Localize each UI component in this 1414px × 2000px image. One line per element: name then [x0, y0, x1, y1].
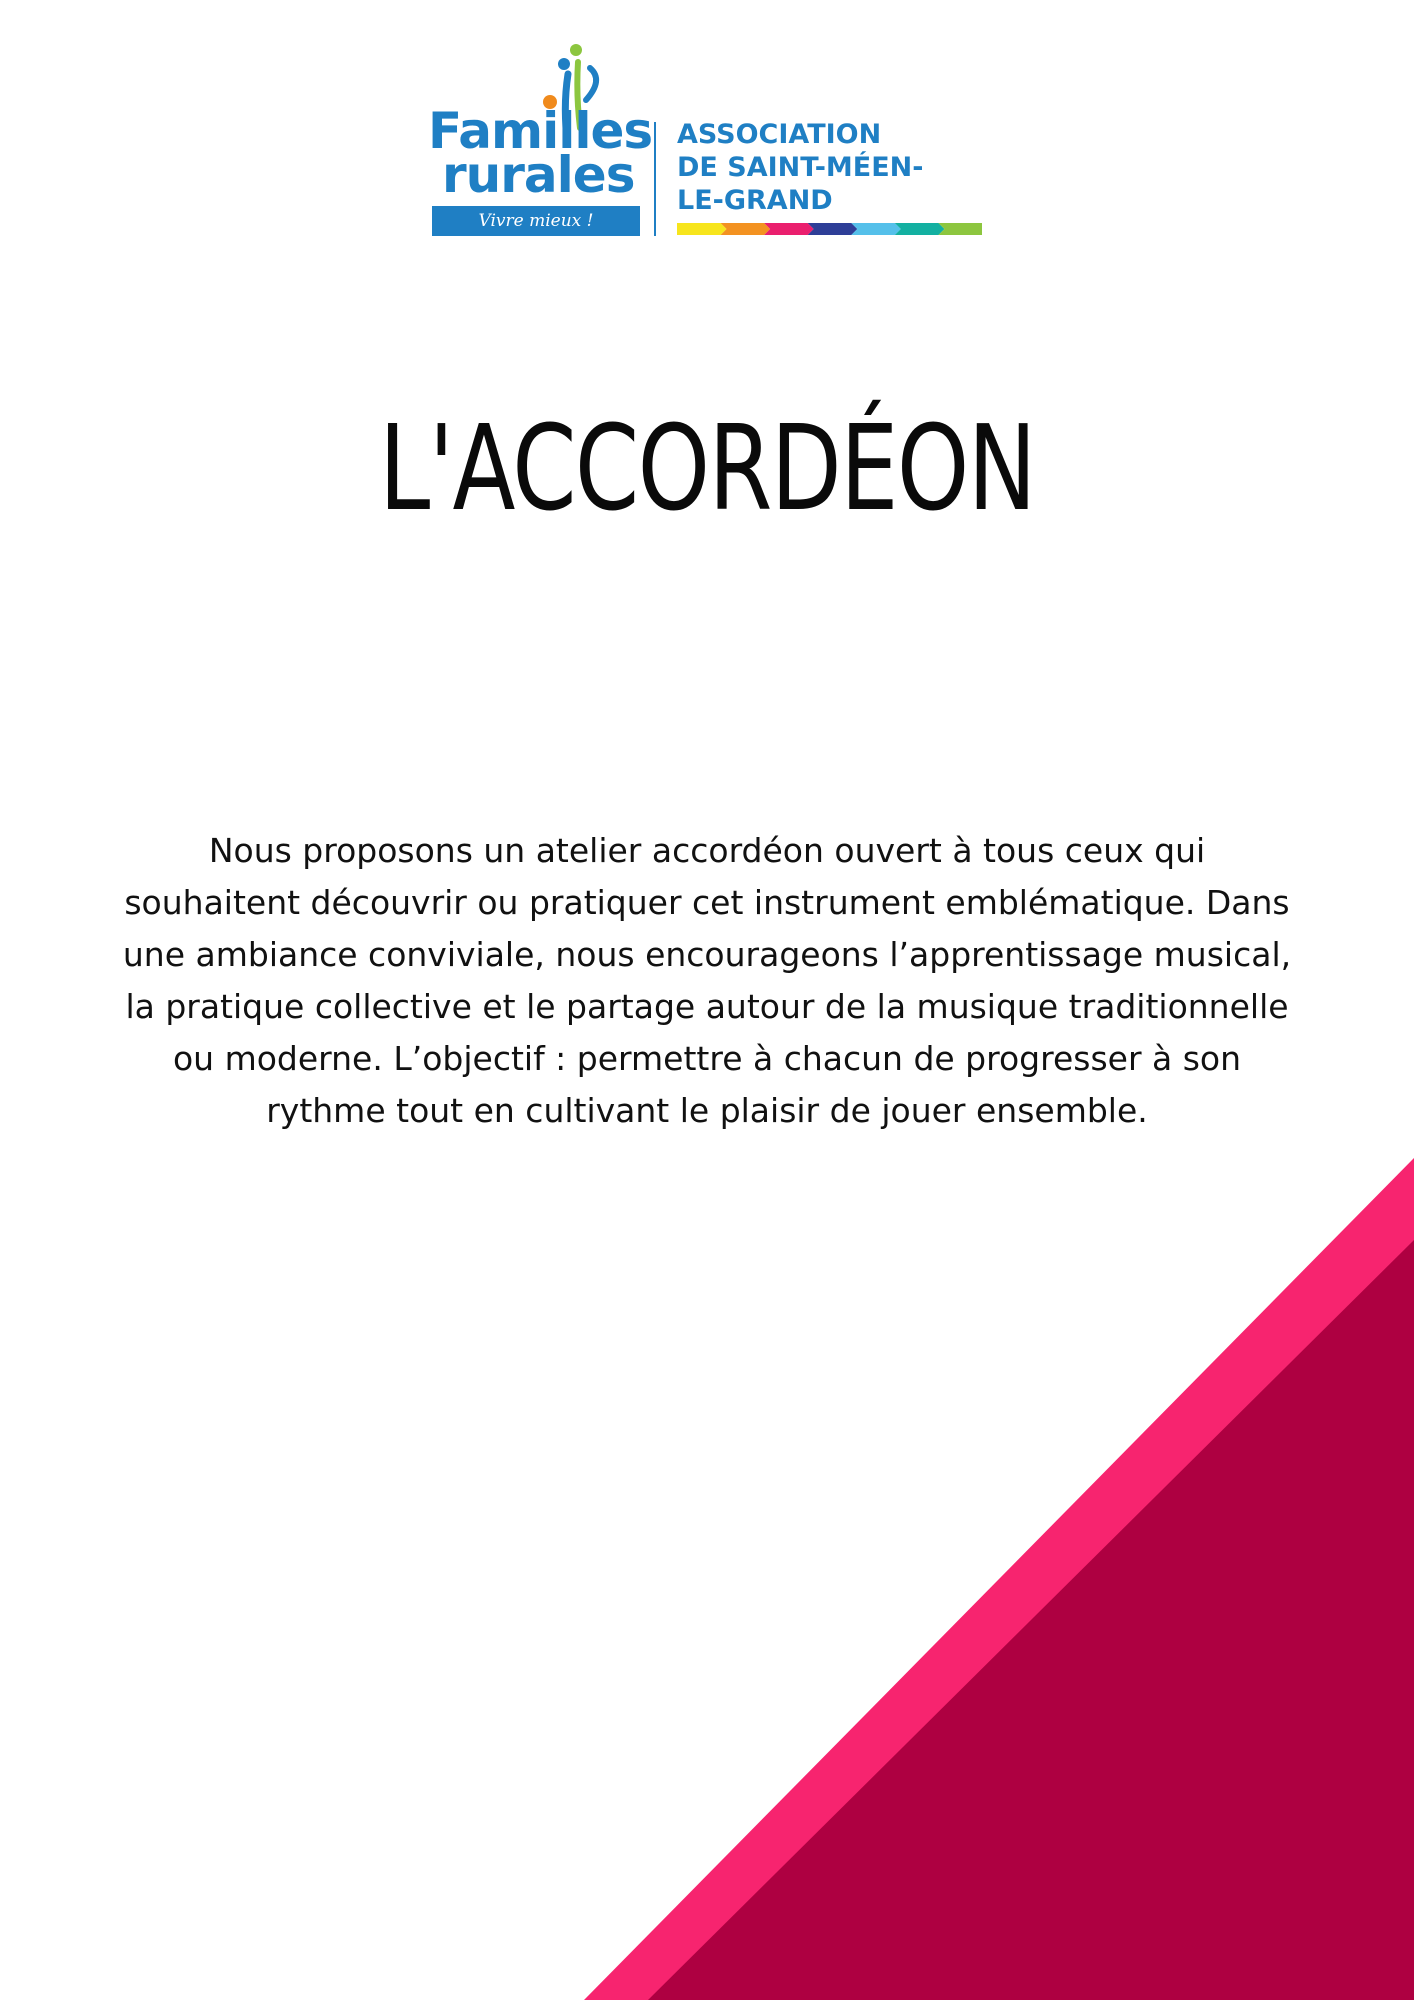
association-line-2: DE SAINT-MÉEN-	[677, 152, 924, 183]
page-title: L'ACCORDÉON	[378, 399, 1036, 538]
association-line-3: LE-GRAND	[677, 185, 833, 216]
description-paragraph: Nous proposons un atelier accordéon ouvert à tous ceux qui souhaitent découvrir ou pratiquer cet instrument emblématique. Dans une ambiance conviviale, nous encourageons l’apprentissage musical, la pratique collective et le partage autour de la musique traditionnelle ou moderne. L’objectif : permettre à chacun de progresser à son rythme tout en cultivant le plaisir de jouer ensemble.	[122, 831, 1292, 1130]
logo-tagline: Vivre mieux !	[432, 206, 640, 236]
logo-line-rurales: rurales	[442, 146, 635, 204]
logo-line-familles: Familles	[428, 102, 653, 160]
association-line-1: ASSOCIATION	[677, 119, 882, 150]
